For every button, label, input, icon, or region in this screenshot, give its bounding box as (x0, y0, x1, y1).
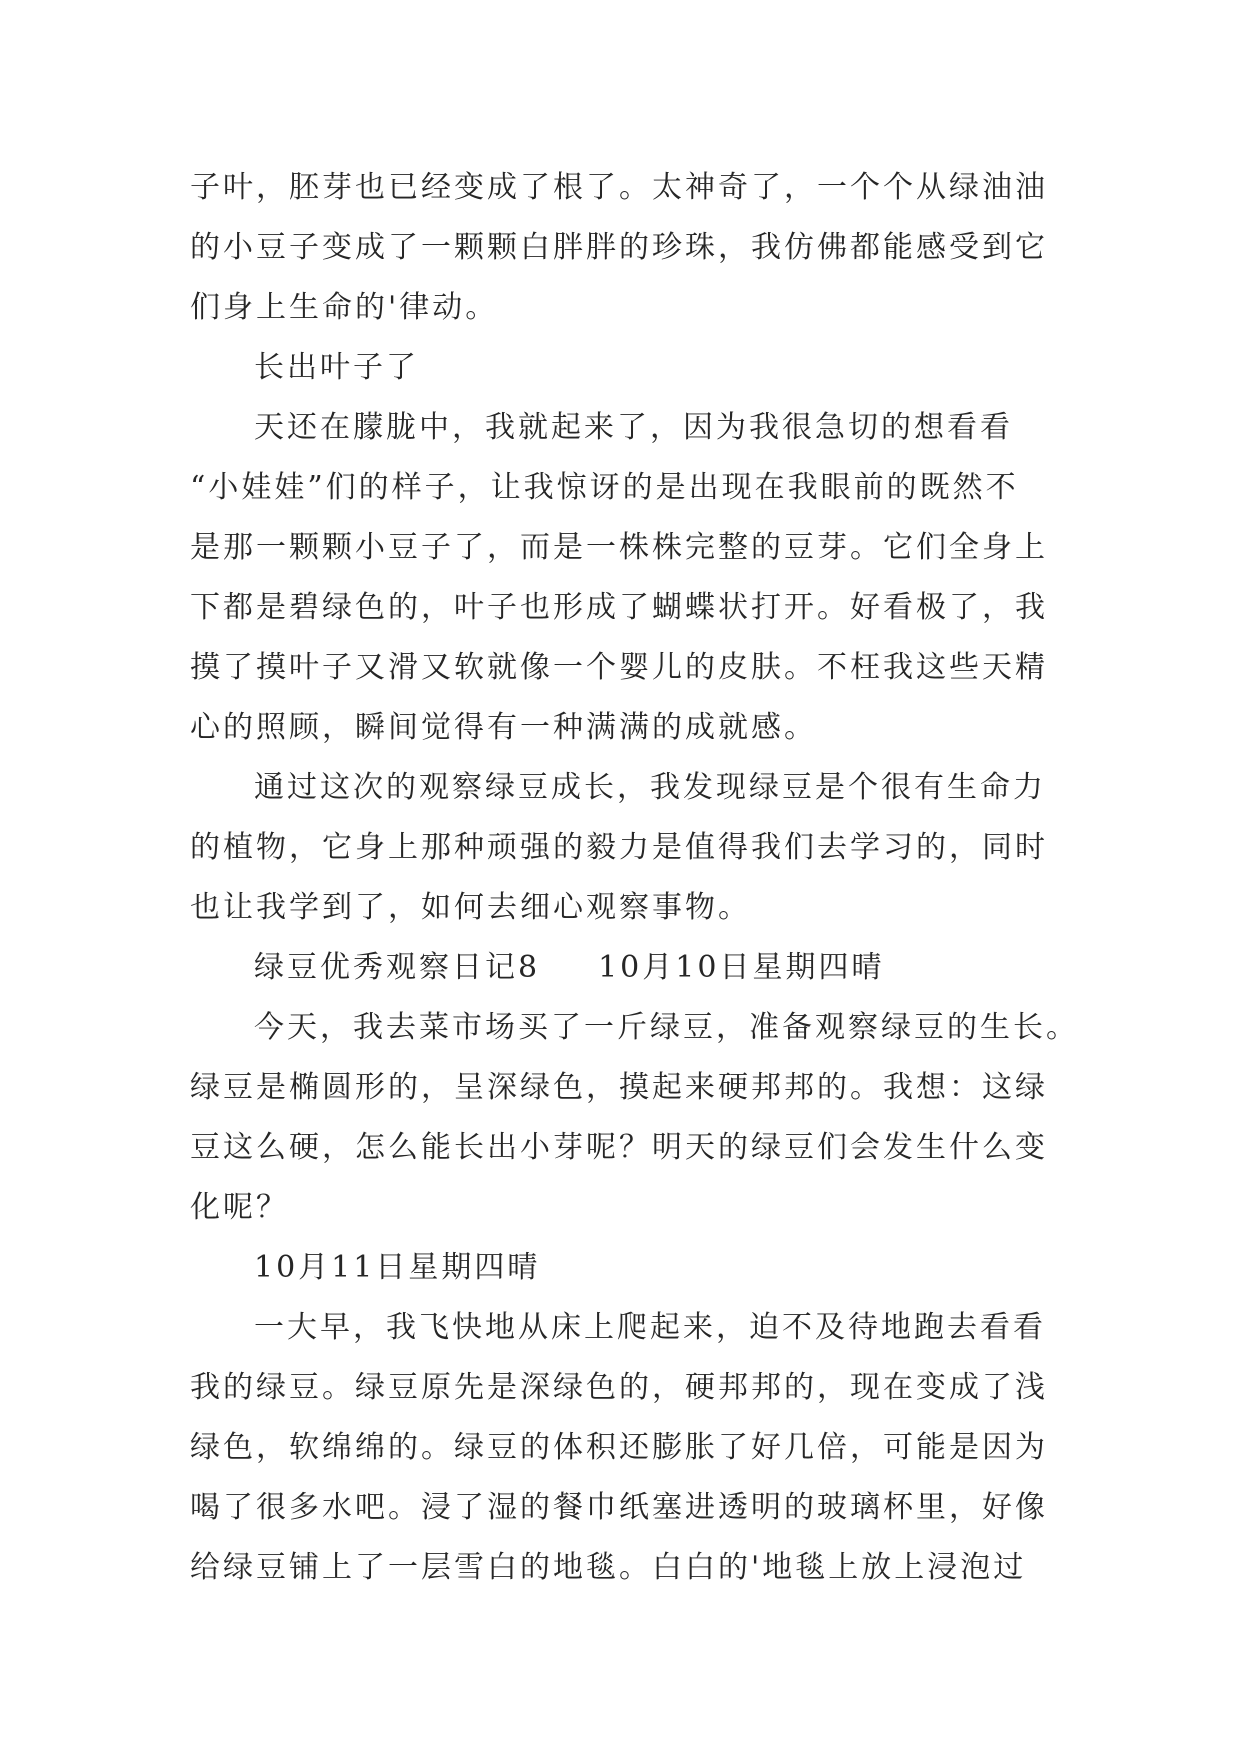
paragraph-line: 们身上生命的'律动。 (190, 290, 499, 325)
paragraph-line: 的植物，它身上那种顽强的毅力是值得我们去学习的，同时 (190, 830, 1048, 865)
paragraph-line: 绿豆是椭圆形的，呈深绿色，摸起来硬邦邦的。我想：这绿 (190, 1070, 1048, 1105)
paragraph-line: 摸了摸叶子又滑又软就像一个婴儿的皮肤。不枉我这些天精 (190, 650, 1048, 685)
paragraph-line: 通过这次的观察绿豆成长，我发现绿豆是个很有生命力 (254, 770, 1046, 805)
paragraph-line: 一大早，我飞快地从床上爬起来，迫不及待地跑去看看 (254, 1310, 1046, 1345)
paragraph-line: 的小豆子变成了一颗颗白胖胖的珍珠，我仿佛都能感受到它 (190, 230, 1048, 265)
paragraph-line: 子叶，胚芽也已经变成了根了。太神奇了，一个个从绿油油 (190, 170, 1048, 205)
paragraph-line: 豆这么硬，怎么能长出小芽呢？明天的绿豆们会发生什么变 (190, 1130, 1048, 1165)
paragraph-line: 是那一颗颗小豆子了，而是一株株完整的豆芽。它们全身上 (190, 530, 1048, 565)
paragraph-line: 下都是碧绿色的，叶子也形成了蝴蝶状打开。好看极了，我 (190, 590, 1048, 625)
paragraph-line: 今天，我去菜市场买了一斤绿豆，准备观察绿豆的生长。 (254, 1010, 1079, 1045)
paragraph-line: 给绿豆铺上了一层雪白的地毯。白白的'地毯上放上浸泡过 (190, 1550, 1027, 1585)
entry-date: 10月10日星期四晴 (598, 950, 885, 985)
entry-title: 绿豆优秀观察日记8 (254, 950, 541, 985)
paragraph-line: 化呢？ (190, 1190, 289, 1225)
paragraph-line: 也让我学到了，如何去细心观察事物。 (190, 890, 751, 925)
entry-date-heading: 10月11日星期四晴 (254, 1250, 541, 1285)
entry-heading (190, 938, 1050, 998)
paragraph-line: 天还在朦胧中，我就起来了，因为我很急切的想看看 (254, 410, 1013, 445)
document-body (190, 158, 1079, 1598)
paragraph-line: 心的照顾，瞬间觉得有一种满满的成就感。 (190, 710, 817, 745)
section-heading: 长出叶子了 (254, 350, 419, 385)
paragraph-line: 我的绿豆。绿豆原先是深绿色的，硬邦邦的，现在变成了浅 (190, 1370, 1048, 1405)
paragraph-line: 绿色，软绵绵的。绿豆的体积还膨胀了好几倍，可能是因为 (190, 1430, 1048, 1465)
paragraph-line: 喝了很多水吧。浸了湿的餐巾纸塞进透明的玻璃杯里，好像 (190, 1490, 1048, 1525)
paragraph-line: “小娃娃”们的样子，让我惊讶的是出现在我眼前的既然不 (190, 470, 1019, 505)
